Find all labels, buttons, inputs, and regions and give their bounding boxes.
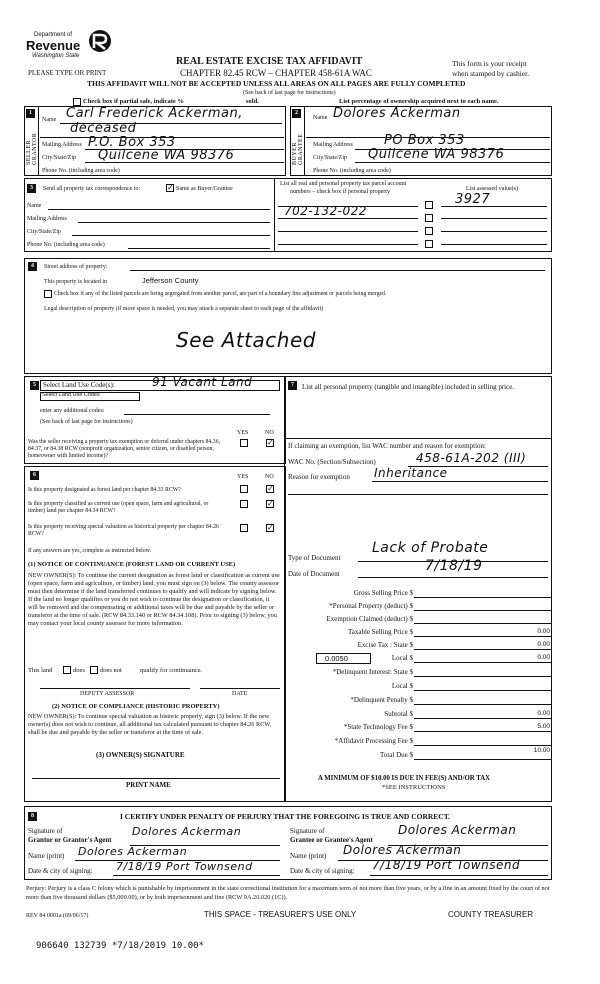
s6-no: NO — [265, 474, 274, 480]
doc-type-label: Type of Document — [288, 554, 341, 562]
form-revision: REV 84 0001a (09/06/17) — [26, 913, 89, 919]
seller-name[interactable]: Carl Frederick Ackerman, — [66, 106, 243, 121]
tax-row-label: Excise Tax : State $ — [357, 641, 413, 649]
parcel-header-2: numbers – check box if personal property — [290, 189, 390, 195]
does-not-label: does not — [100, 667, 122, 674]
tax-row-label: Subtotal $ — [384, 710, 413, 718]
grantor-name-print-label: Name (print) — [28, 852, 65, 860]
seller-city-label: City/State/Zip — [42, 155, 76, 161]
s6-yes: YES — [237, 474, 249, 480]
s3-mailing-label: Mailing Address — [27, 216, 67, 222]
partial-sale-sold: sold. — [246, 98, 259, 105]
seller-phone-label: Phone No. (including area code) — [42, 168, 120, 174]
partial-sale-checkbox[interactable] — [73, 98, 81, 106]
tax-row-label: *State Technology Fee $ — [343, 723, 413, 731]
revenue-logo — [26, 28, 121, 64]
section-7-number: 7 — [288, 381, 297, 390]
tax-row-label: Local $ — [391, 682, 413, 690]
does-checkbox[interactable] — [63, 666, 71, 674]
forest-no-checkbox[interactable] — [266, 485, 274, 493]
buyer-side-label: BUYER GRANTEE — [292, 133, 304, 165]
buyer-mailing[interactable]: PO Box 353 — [384, 133, 465, 148]
exemption-claim-label: If claiming an exemption, list WAC number and reason for exemption: — [288, 442, 486, 450]
current-use-no-checkbox[interactable] — [266, 500, 274, 508]
legal-description-label: Legal description of property (if more space is needed, you may attach a separate sheet to each page of the affidavit) — [44, 306, 324, 312]
grantee-date-city-label: Date & city of signing: — [290, 867, 355, 875]
dept-line3: Washington State — [32, 53, 80, 59]
grantor-name-print[interactable]: Dolores Ackerman — [78, 845, 188, 858]
buyer-city-label: City/State/Zip — [313, 155, 347, 161]
segregated-checkbox[interactable] — [44, 290, 52, 298]
local-rate-value: 0.0050 — [325, 654, 348, 663]
land-use-value[interactable]: 91 Vacant Land — [152, 375, 253, 389]
section-8-number: 8 — [28, 812, 37, 821]
tax-row-label: Total Due $ — [380, 751, 413, 759]
tax-row-label: Local $ — [391, 654, 413, 662]
buyer-city[interactable]: Quilcene WA 98376 — [368, 147, 505, 162]
additional-codes-label: enter any additional codes: — [40, 408, 105, 414]
compliance-title: (2) NOTICE OF COMPLIANCE (HISTORIC PROPERTY) — [52, 703, 220, 710]
receipt-note2: when stamped by cashier. — [452, 69, 530, 78]
forest-yes-checkbox[interactable] — [240, 485, 248, 493]
s3-name-label: Name — [27, 203, 42, 209]
ownership-label: List percentage of ownership acquired next to each name. — [339, 98, 499, 105]
grantee-date-city[interactable]: 7/18/19 Port Townsend — [372, 858, 521, 872]
print-name-label: PRINT NAME — [126, 781, 171, 789]
forest-question: Is this property designated as forest land per chapter 84.33 RCW? — [28, 487, 181, 493]
send-correspondence-label: Send all property tax correspondence to: — [43, 186, 141, 192]
tax-row-label: *Delinquent Penalty $ — [350, 696, 413, 704]
section-5-number: 5 — [30, 381, 39, 390]
payment-stamp: 906640 132739 *7/18/2019 10.00* — [36, 941, 204, 951]
s5-yes: YES — [237, 430, 249, 436]
deputy-date-label: DATE — [232, 691, 248, 697]
exemption-no-checkbox[interactable] — [266, 439, 274, 447]
personal-property-label: List all personal property (tangible and intangible) included in selling price. — [302, 383, 515, 391]
continuance-text: NEW OWNER(S): To continue the current designation as forest land or classification as current use (open space, farm and agriculture, or timber) land, you must sign on (3) below. The county assessor must then determine if the land transferred continues to qualify and will indicate by signing below. If the land no longer qualifies or you do not wish to continue the designation or classification, it will be removed and the compensating or additional taxes will be due and payable by the seller or transferor at the time of sale. (RCW 84.33.140 or RCW 84.34.108). Prior to signing (3) below, you may contact your local county assessor for more information. — [28, 572, 280, 627]
grantee-signature[interactable]: Dolores Ackerman — [398, 823, 517, 837]
exemption-reason-label: Reason for exemption — [288, 473, 350, 481]
tax-row-label: Gross Selling Price $ — [353, 589, 413, 597]
tax-row-label: Taxable Selling Price $ — [347, 628, 413, 636]
dept-line1: Department of — [34, 32, 73, 38]
buyer-mailing-label: Mailing Address — [313, 142, 353, 148]
this-land-label: This land — [28, 667, 53, 674]
tax-row-value: 0.00 — [537, 628, 550, 635]
does-label: does — [73, 667, 85, 674]
tax-row-label: *Personal Property (deduct) $ — [329, 602, 413, 610]
seller-city[interactable]: Quilcene WA 98376 — [98, 148, 235, 163]
tax-row-label: *Delinquent Interest: State $ — [332, 668, 413, 676]
section-6-number: 6 — [30, 471, 39, 480]
historic-question: Is this property receiving special valuation as historical property per chapter 84.26 RCW? — [28, 524, 219, 538]
current-use-yes-checkbox[interactable] — [240, 500, 248, 508]
section-4 — [24, 258, 552, 374]
s5-see-back: (See back of last page for instructions) — [40, 419, 133, 425]
grantee-sig-label-1: Signature of — [290, 827, 325, 835]
section-4-number: 4 — [28, 262, 37, 271]
minimum-fee-note: A MINIMUM OF $10.00 IS DUE IN FEE(S) AND/OR TAX — [318, 775, 491, 782]
seller-mailing-label: Mailing Address — [42, 142, 82, 148]
buyer-phone-label: Phone No. (including area code) — [313, 168, 391, 174]
owner-signature-label: (3) OWNER(S) SIGNATURE — [96, 751, 185, 759]
land-use-hint-text: Select Land Use Codes — [42, 392, 100, 398]
does-not-checkbox[interactable] — [90, 666, 98, 674]
seller-mailing[interactable]: P.O. Box 353 — [88, 135, 176, 150]
tax-row-label: Exemption Claimed (deduct) $ — [326, 615, 413, 623]
s3-city-label: City/State/Zip — [27, 229, 61, 235]
section-2-number: 2 — [292, 109, 301, 118]
doc-date-label: Date of Document — [288, 570, 340, 578]
parcel-3-checkbox[interactable] — [425, 227, 433, 235]
partial-sale-label: Check box if partial sale, indicate % — [83, 98, 184, 105]
seller-name-2[interactable]: deceased — [70, 121, 137, 136]
wac-value[interactable]: 458-61A-202 (III) — [416, 451, 527, 465]
section-1-number: 1 — [26, 109, 35, 118]
parcel-number[interactable]: 702-132-022 — [284, 204, 367, 218]
assessed-value[interactable]: 3927 — [455, 192, 491, 207]
if-yes-note: If any answers are yes, complete as instructed below. — [28, 548, 151, 554]
parcel-1-checkbox[interactable] — [425, 201, 433, 209]
legal-description-value[interactable]: See Attached — [176, 328, 316, 352]
seller-name-label: Name — [42, 117, 57, 123]
please-type: PLEASE TYPE OR PRINT — [28, 69, 107, 77]
county-value: Jefferson County — [142, 276, 199, 285]
qualify-label: qualify for continuance. — [140, 667, 203, 674]
tax-row-value: 0.00 — [537, 654, 550, 661]
deputy-assessor-label: DEPUTY ASSESSOR — [80, 691, 135, 697]
grantor-sig-label-2: Grantor or Grantor's Agent — [28, 836, 112, 844]
grantee-name-print-label: Name (print) — [290, 852, 327, 860]
perjury-notice: Perjury: Perjury is a class C felony which is punishable by imprisonment in the state correctional institution for a maximum term of not more than five years, or by a fine in an amount fixed by the court of not more than five thousand dollars ($5,000.00), or by both imprisonment and fine (RCW 9A.20.020 (1C)). — [26, 885, 550, 901]
historic-no-checkbox[interactable] — [266, 524, 274, 532]
grantor-date-city[interactable]: 7/18/19 Port Townsend — [116, 860, 253, 873]
current-use-question: Is this property classified as current use (open space, farm and agricultural, or timber) land per chapter 84.34 RCW? — [28, 501, 209, 515]
exemption-reason-value[interactable]: Inheritance — [374, 466, 448, 480]
seller-side-label: SELLER GRANTOR — [26, 132, 38, 165]
land-use-label: Select Land Use Code(s): — [43, 381, 115, 389]
see-instructions: *SEE INSTRUCTIONS — [382, 784, 446, 791]
street-address-label: Street address of property: — [44, 264, 108, 270]
located-label: This property is located in — [44, 279, 107, 285]
buyer-name[interactable]: Dolores Ackerman — [333, 106, 461, 121]
tax-row-value: 5.00 — [537, 723, 550, 730]
tax-row-value: 0.00 — [537, 710, 550, 717]
historic-yes-checkbox[interactable] — [240, 524, 248, 532]
dept-line2: Revenue — [26, 38, 81, 53]
parcel-header-1: List all real and personal property tax parcel account — [280, 181, 407, 187]
exemption-yes-checkbox[interactable] — [240, 439, 248, 447]
parcel-4-checkbox[interactable] — [425, 240, 433, 248]
grantor-signature[interactable]: Dolores Ackerman — [132, 825, 242, 838]
compliance-text: NEW OWNER(S): To continue special valuation as historic property, sign (3) below. If the new owner(s) does not wish to continue, all additional tax calculated pursuant to chapter 84.26 RCW, shall be due and payable by the seller or transferor at the time of sale. — [28, 713, 272, 736]
assessed-header: List assessed value(s) — [466, 186, 518, 192]
continuance-title: (1) NOTICE OF CONTINUANCE (FOREST LAND OR CURRENT USE) — [28, 561, 236, 568]
buyer-name-label: Name — [313, 115, 328, 121]
tax-row-value: 10.00 — [533, 747, 550, 754]
same-as-buyer-checkbox[interactable] — [166, 184, 174, 192]
s3-phone-label: Phone No. (including area code) — [27, 242, 105, 248]
segregated-label: Check box if any of the listed parcels are being segregated from another parcel, are part of a boundary line adjustment or parcels being merged. — [54, 291, 387, 297]
section-7 — [284, 376, 552, 802]
s5-no: NO — [265, 430, 274, 436]
exemption-question: Was the seller receiving a property tax exemption or deferral under chapters 84.36, 84.37, or 84.38 RCW (nonprofit organization, senior citizen, or disabled person, homeowner with limited income)? — [28, 439, 221, 460]
tax-row-label: *Affidavit Processing Fee $ — [334, 737, 413, 745]
form-warning: THIS AFFIDAVIT WILL NOT BE ACCEPTED UNLESS ALL AREAS ON ALL PAGES ARE FULLY COMPLETED — [87, 79, 466, 88]
doc-type-value[interactable]: Lack of Probate — [372, 540, 489, 556]
grantor-sig-label-1: Signature of — [28, 827, 63, 835]
revenue-logo-icon — [86, 28, 114, 54]
form-see-back: (See back of last page for instructions) — [243, 90, 336, 96]
certify-statement: I CERTIFY UNDER PENALTY OF PERJURY THAT THE FOREGOING IS TRUE AND CORRECT. — [120, 812, 451, 821]
county-treasurer: COUNTY TREASURER — [448, 910, 534, 919]
doc-date-value[interactable]: 7/18/19 — [425, 558, 483, 574]
form-chapter: CHAPTER 82.45 RCW – CHAPTER 458-61A WAC — [180, 68, 372, 78]
grantee-name-print[interactable]: Dolores Ackerman — [343, 843, 462, 857]
grantor-date-city-label: Date & city of signing: — [28, 867, 93, 875]
form-title: REAL ESTATE EXCISE TAX AFFIDAVIT — [176, 56, 363, 67]
receipt-note1: This form is your receipt — [452, 59, 527, 68]
treasurer-use-only: THIS SPACE - TREASURER'S USE ONLY — [204, 910, 357, 919]
wac-label: WAC No. (Section/Subsection) — [288, 458, 376, 466]
grantee-sig-label-2: Grantee or Grantee's Agent — [290, 836, 373, 844]
tax-row-value: 0.00 — [537, 641, 550, 648]
same-as-buyer-label: Same as Buyer/Grantee — [176, 186, 233, 192]
parcel-2-checkbox[interactable] — [425, 214, 433, 222]
section-3-number: 3 — [27, 184, 36, 193]
